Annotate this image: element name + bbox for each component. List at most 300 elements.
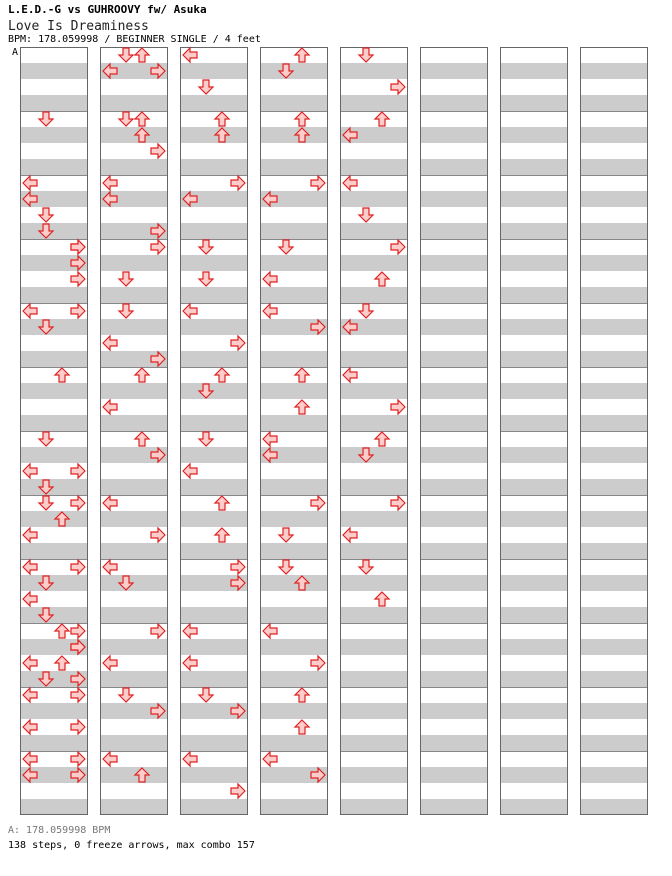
row-stripe-light [260, 207, 328, 223]
row-stripe-dark [580, 575, 648, 591]
row-stripe-light [420, 79, 488, 95]
row-stripe-dark [100, 479, 168, 495]
row-stripe-light [180, 271, 248, 287]
row-stripe-dark [500, 607, 568, 623]
row-stripe-light [420, 335, 488, 351]
row-stripe-dark [260, 479, 328, 495]
chart-info: BPM: 178.059998 / BEGINNER SINGLE / 4 feet [8, 34, 261, 45]
row-stripe-light [580, 719, 648, 735]
row-stripe-dark [340, 799, 408, 815]
row-stripe-light [580, 271, 648, 287]
row-stripe-light [580, 527, 648, 543]
row-stripe-dark [260, 127, 328, 143]
row-stripe-light [260, 783, 328, 799]
row-stripe-light [420, 783, 488, 799]
row-stripe-light [100, 47, 168, 63]
row-stripe-dark [180, 799, 248, 815]
row-stripe-dark [100, 159, 168, 175]
row-stripe-light [260, 463, 328, 479]
row-stripe-dark [420, 223, 488, 239]
row-stripe-dark [340, 63, 408, 79]
row-stripe-dark [580, 95, 648, 111]
row-stripe-light [580, 207, 648, 223]
row-stripe-dark [20, 351, 88, 367]
row-stripe-light [500, 431, 568, 447]
row-stripe-dark [180, 383, 248, 399]
row-stripe-dark [100, 799, 168, 815]
row-stripe-dark [260, 255, 328, 271]
row-stripe-dark [260, 159, 328, 175]
row-stripe-dark [420, 351, 488, 367]
row-stripe-dark [580, 319, 648, 335]
row-stripe-dark [340, 671, 408, 687]
row-stripe-light [420, 623, 488, 639]
row-stripe-light [100, 463, 168, 479]
row-stripe-light [580, 655, 648, 671]
row-stripe-dark [20, 703, 88, 719]
row-stripe-dark [180, 351, 248, 367]
row-stripe-light [340, 719, 408, 735]
row-stripe-dark [580, 799, 648, 815]
row-stripe-light [340, 783, 408, 799]
row-stripe-light [20, 783, 88, 799]
row-stripe-light [580, 783, 648, 799]
row-stripe-light [580, 175, 648, 191]
row-stripe-dark [100, 95, 168, 111]
row-stripe-dark [580, 287, 648, 303]
row-stripe-dark [100, 767, 168, 783]
row-stripe-light [500, 303, 568, 319]
row-stripe-light [500, 655, 568, 671]
row-stripe-light [500, 239, 568, 255]
row-stripe-dark [180, 479, 248, 495]
row-stripe-light [500, 623, 568, 639]
row-stripe-dark [580, 351, 648, 367]
row-stripe-dark [580, 159, 648, 175]
row-stripe-dark [260, 799, 328, 815]
row-stripe-dark [420, 383, 488, 399]
row-stripe-dark [500, 799, 568, 815]
row-stripe-light [20, 399, 88, 415]
row-stripe-light [340, 591, 408, 607]
row-stripe-dark [500, 479, 568, 495]
row-stripe-light [500, 463, 568, 479]
row-stripe-dark [340, 351, 408, 367]
row-stripe-light [260, 687, 328, 703]
row-stripe-light [420, 751, 488, 767]
row-stripe-dark [500, 767, 568, 783]
row-stripe-light [500, 47, 568, 63]
row-stripe-dark [180, 511, 248, 527]
row-stripe-dark [340, 575, 408, 591]
row-stripe-light [500, 111, 568, 127]
row-stripe-dark [180, 127, 248, 143]
row-stripe-light [340, 463, 408, 479]
row-stripe-light [500, 591, 568, 607]
row-stripe-dark [580, 191, 648, 207]
row-stripe-dark [420, 287, 488, 303]
row-stripe-dark [340, 255, 408, 271]
row-stripe-light [500, 719, 568, 735]
row-stripe-light [340, 207, 408, 223]
row-stripe-light [260, 367, 328, 383]
row-stripe-dark [500, 639, 568, 655]
row-stripe-light [580, 47, 648, 63]
row-stripe-dark [500, 63, 568, 79]
row-stripe-light [500, 271, 568, 287]
row-stripe-dark [340, 511, 408, 527]
row-stripe-dark [340, 447, 408, 463]
row-stripe-light [500, 751, 568, 767]
row-stripe-light [420, 367, 488, 383]
row-stripe-dark [420, 255, 488, 271]
row-stripe-light [260, 559, 328, 575]
row-stripe-light [420, 271, 488, 287]
row-stripe-dark [100, 543, 168, 559]
row-stripe-light [100, 431, 168, 447]
row-stripe-dark [500, 383, 568, 399]
row-stripe-dark [580, 383, 648, 399]
row-stripe-light [500, 687, 568, 703]
row-stripe-dark [260, 639, 328, 655]
row-stripe-dark [420, 63, 488, 79]
row-stripe-light [180, 111, 248, 127]
row-stripe-light [100, 303, 168, 319]
row-stripe-dark [100, 639, 168, 655]
row-stripe-dark [580, 479, 648, 495]
row-stripe-dark [180, 767, 248, 783]
row-stripe-dark [500, 95, 568, 111]
row-stripe-light [20, 79, 88, 95]
row-stripe-light [420, 207, 488, 223]
row-stripe-dark [340, 287, 408, 303]
row-stripe-dark [100, 671, 168, 687]
row-stripe-light [260, 335, 328, 351]
row-stripe-dark [180, 447, 248, 463]
row-stripe-light [20, 431, 88, 447]
row-stripe-light [340, 303, 408, 319]
row-stripe-dark [20, 223, 88, 239]
row-stripe-light [180, 687, 248, 703]
row-stripe-dark [260, 223, 328, 239]
row-stripe-light [340, 47, 408, 63]
row-stripe-light [260, 111, 328, 127]
row-stripe-dark [20, 383, 88, 399]
row-stripe-light [100, 271, 168, 287]
row-stripe-dark [420, 543, 488, 559]
row-stripe-dark [180, 415, 248, 431]
row-stripe-dark [420, 511, 488, 527]
row-stripe-dark [260, 351, 328, 367]
row-stripe-light [500, 143, 568, 159]
row-stripe-dark [100, 319, 168, 335]
row-stripe-dark [580, 511, 648, 527]
row-stripe-light [420, 111, 488, 127]
row-stripe-light [500, 559, 568, 575]
row-stripe-dark [180, 95, 248, 111]
row-stripe-light [180, 239, 248, 255]
row-stripe-light [100, 367, 168, 383]
row-stripe-light [420, 527, 488, 543]
row-stripe-light [340, 431, 408, 447]
row-stripe-dark [500, 159, 568, 175]
row-stripe-light [500, 175, 568, 191]
row-stripe-dark [340, 479, 408, 495]
row-stripe-dark [340, 159, 408, 175]
row-stripe-dark [340, 223, 408, 239]
step-stats: 138 steps, 0 freeze arrows, max combo 157 [8, 840, 255, 851]
row-stripe-dark [180, 255, 248, 271]
row-stripe-light [420, 655, 488, 671]
row-stripe-dark [180, 319, 248, 335]
row-stripe-dark [420, 319, 488, 335]
row-stripe-light [580, 687, 648, 703]
row-stripe-dark [500, 127, 568, 143]
row-stripe-light [340, 335, 408, 351]
row-stripe-dark [260, 63, 328, 79]
row-stripe-dark [260, 383, 328, 399]
row-stripe-dark [340, 543, 408, 559]
row-stripe-light [180, 399, 248, 415]
row-stripe-light [580, 751, 648, 767]
row-stripe-light [260, 399, 328, 415]
row-stripe-dark [420, 767, 488, 783]
row-stripe-light [420, 495, 488, 511]
row-stripe-light [580, 143, 648, 159]
row-stripe-dark [180, 159, 248, 175]
row-stripe-light [500, 79, 568, 95]
row-stripe-light [580, 399, 648, 415]
row-stripe-light [100, 783, 168, 799]
chart-title: L.E.D.-G vs GUHROOVY fw/ Asuka [8, 3, 207, 16]
row-stripe-light [20, 143, 88, 159]
row-stripe-dark [580, 703, 648, 719]
row-stripe-dark [500, 575, 568, 591]
row-stripe-dark [260, 735, 328, 751]
row-stripe-light [340, 143, 408, 159]
row-stripe-dark [500, 287, 568, 303]
row-stripe-dark [420, 703, 488, 719]
row-stripe-dark [20, 607, 88, 623]
row-stripe-dark [180, 607, 248, 623]
row-stripe-dark [20, 95, 88, 111]
row-stripe-light [340, 751, 408, 767]
row-stripe-dark [580, 607, 648, 623]
row-stripe-dark [180, 287, 248, 303]
row-stripe-dark [500, 511, 568, 527]
row-stripe-dark [20, 543, 88, 559]
row-stripe-dark [260, 671, 328, 687]
bpm-legend: A: 178.059998 BPM [8, 825, 111, 836]
row-stripe-dark [420, 415, 488, 431]
row-stripe-dark [20, 447, 88, 463]
row-stripe-dark [580, 767, 648, 783]
row-stripe-dark [420, 479, 488, 495]
row-stripe-light [20, 111, 88, 127]
row-stripe-light [180, 367, 248, 383]
row-stripe-dark [20, 575, 88, 591]
row-stripe-dark [420, 575, 488, 591]
row-stripe-dark [420, 95, 488, 111]
row-stripe-dark [340, 607, 408, 623]
row-stripe-dark [420, 447, 488, 463]
row-stripe-light [420, 431, 488, 447]
row-stripe-dark [580, 223, 648, 239]
row-stripe-dark [260, 607, 328, 623]
song-title: Love Is Dreaminess [8, 19, 149, 34]
row-stripe-dark [20, 319, 88, 335]
row-stripe-dark [500, 735, 568, 751]
row-stripe-light [580, 367, 648, 383]
row-stripe-dark [500, 223, 568, 239]
row-stripe-light [260, 719, 328, 735]
row-stripe-light [260, 239, 328, 255]
row-stripe-dark [500, 255, 568, 271]
row-stripe-dark [100, 127, 168, 143]
row-stripe-dark [340, 415, 408, 431]
row-stripe-light [340, 111, 408, 127]
row-stripe-dark [100, 575, 168, 591]
bpm-change-marker: A [12, 47, 19, 58]
row-stripe-dark [340, 191, 408, 207]
row-stripe-light [420, 687, 488, 703]
row-stripe-light [180, 207, 248, 223]
row-stripe-light [580, 591, 648, 607]
row-stripe-dark [260, 575, 328, 591]
row-stripe-dark [420, 191, 488, 207]
row-stripe-dark [20, 287, 88, 303]
row-stripe-dark [500, 191, 568, 207]
row-stripe-light [500, 335, 568, 351]
row-stripe-light [420, 143, 488, 159]
row-stripe-light [580, 431, 648, 447]
row-stripe-dark [500, 319, 568, 335]
row-stripe-light [180, 143, 248, 159]
row-stripe-dark [340, 735, 408, 751]
row-stripe-light [100, 207, 168, 223]
row-stripe-dark [20, 63, 88, 79]
row-stripe-light [100, 719, 168, 735]
row-stripe-light [420, 47, 488, 63]
row-stripe-light [20, 335, 88, 351]
row-stripe-dark [340, 703, 408, 719]
row-stripe-light [180, 79, 248, 95]
row-stripe-dark [100, 415, 168, 431]
row-stripe-dark [340, 639, 408, 655]
row-stripe-light [420, 591, 488, 607]
row-stripe-light [20, 367, 88, 383]
row-stripe-dark [500, 447, 568, 463]
row-stripe-light [100, 111, 168, 127]
row-stripe-dark [100, 607, 168, 623]
row-stripe-dark [20, 415, 88, 431]
row-stripe-dark [580, 735, 648, 751]
row-stripe-light [580, 239, 648, 255]
row-stripe-light [420, 719, 488, 735]
row-stripe-dark [20, 735, 88, 751]
row-stripe-light [260, 79, 328, 95]
row-stripe-dark [500, 351, 568, 367]
row-stripe-dark [420, 799, 488, 815]
row-stripe-light [580, 335, 648, 351]
row-stripe-dark [100, 511, 168, 527]
row-stripe-dark [180, 671, 248, 687]
row-stripe-light [500, 207, 568, 223]
row-stripe-dark [500, 703, 568, 719]
row-stripe-dark [20, 799, 88, 815]
row-stripe-light [20, 47, 88, 63]
row-stripe-light [340, 623, 408, 639]
row-stripe-dark [100, 287, 168, 303]
row-stripe-dark [420, 735, 488, 751]
row-stripe-light [580, 623, 648, 639]
row-stripe-dark [100, 255, 168, 271]
row-stripe-light [580, 463, 648, 479]
row-stripe-light [180, 527, 248, 543]
row-stripe-light [100, 687, 168, 703]
row-stripe-light [180, 719, 248, 735]
row-stripe-dark [340, 767, 408, 783]
row-stripe-light [260, 143, 328, 159]
row-stripe-light [580, 111, 648, 127]
row-stripe-dark [420, 607, 488, 623]
row-stripe-light [420, 175, 488, 191]
row-stripe-light [420, 303, 488, 319]
row-stripe-light [580, 303, 648, 319]
row-stripe-light [580, 559, 648, 575]
row-stripe-dark [580, 415, 648, 431]
row-stripe-dark [260, 95, 328, 111]
row-stripe-light [420, 239, 488, 255]
row-stripe-dark [500, 415, 568, 431]
row-stripe-light [500, 783, 568, 799]
row-stripe-dark [340, 95, 408, 111]
row-stripe-dark [580, 63, 648, 79]
row-stripe-dark [180, 223, 248, 239]
row-stripe-light [20, 207, 88, 223]
row-stripe-dark [500, 543, 568, 559]
row-stripe-light [100, 591, 168, 607]
row-stripe-dark [420, 639, 488, 655]
row-stripe-dark [100, 735, 168, 751]
row-stripe-dark [20, 159, 88, 175]
row-stripe-dark [20, 127, 88, 143]
row-stripe-dark [100, 383, 168, 399]
row-stripe-dark [260, 511, 328, 527]
row-stripe-dark [420, 671, 488, 687]
row-stripe-dark [420, 127, 488, 143]
row-stripe-dark [260, 543, 328, 559]
row-stripe-dark [180, 543, 248, 559]
row-stripe-light [420, 559, 488, 575]
row-stripe-dark [20, 511, 88, 527]
row-stripe-light [500, 495, 568, 511]
row-stripe-light [340, 559, 408, 575]
row-stripe-light [580, 79, 648, 95]
row-stripe-light [420, 463, 488, 479]
row-stripe-dark [580, 671, 648, 687]
row-stripe-light [500, 527, 568, 543]
row-stripe-dark [260, 703, 328, 719]
row-stripe-dark [580, 447, 648, 463]
row-stripe-dark [500, 671, 568, 687]
row-stripe-dark [420, 159, 488, 175]
row-stripe-light [180, 495, 248, 511]
row-stripe-light [340, 687, 408, 703]
row-stripe-dark [20, 479, 88, 495]
row-stripe-dark [580, 127, 648, 143]
row-stripe-dark [180, 63, 248, 79]
